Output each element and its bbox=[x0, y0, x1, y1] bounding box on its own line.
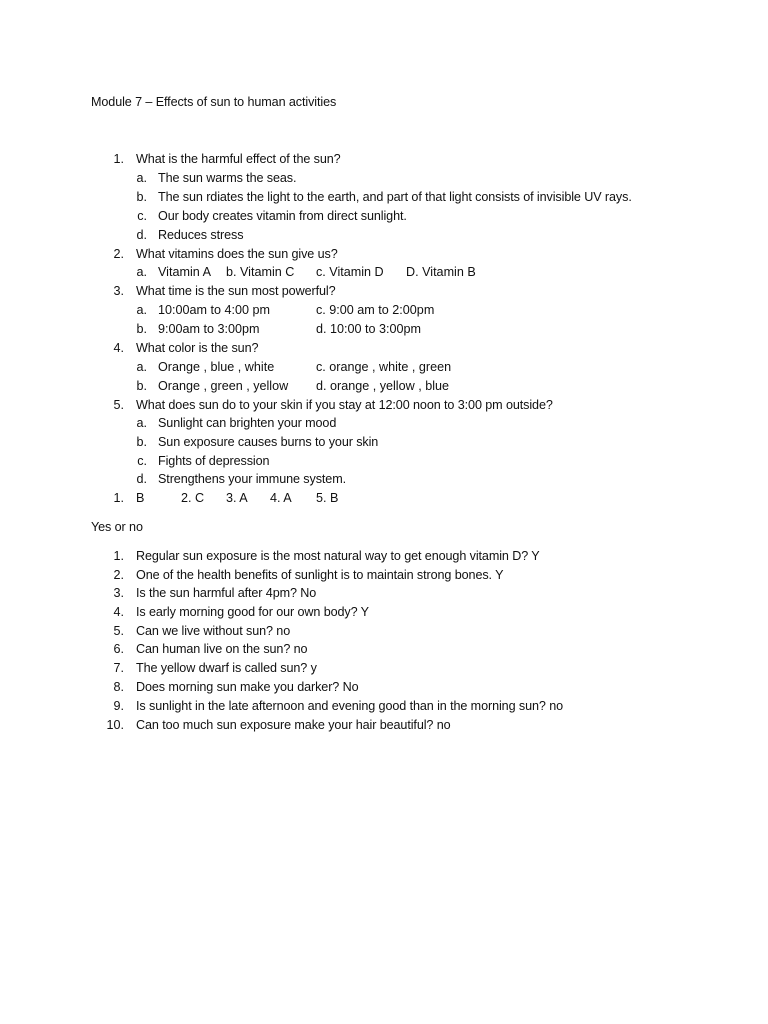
question-text: What time is the sun most powerful? bbox=[136, 284, 336, 298]
list-item: Is the sun harmful after 4pm? No bbox=[136, 586, 317, 600]
option-letter: b. bbox=[136, 435, 147, 449]
option-text: D. Vitamin B bbox=[406, 265, 476, 279]
option-text: d. 10:00 to 3:00pm bbox=[316, 322, 422, 336]
list-item-number: 5. bbox=[113, 624, 124, 638]
option-letter: d. bbox=[136, 228, 147, 242]
list-item-number: 7. bbox=[113, 661, 124, 675]
option-text: Strengthens your immune system. bbox=[158, 472, 346, 486]
option-text: The sun rdiates the light to the earth, and part of that light consists of invisible UV rays. bbox=[158, 190, 632, 204]
list-item-number: 10. bbox=[106, 718, 124, 732]
option-text: 10:00am to 4:00 pm bbox=[158, 303, 271, 317]
answer-key-item: 2. C bbox=[181, 491, 205, 505]
question-text: What does sun do to your skin if you stay at 12:00 noon to 3:00 pm outside? bbox=[136, 398, 553, 412]
question-text: What color is the sun? bbox=[136, 341, 259, 355]
option-letter: d. bbox=[136, 472, 147, 486]
question-text: What is the harmful effect of the sun? bbox=[136, 152, 341, 166]
list-item-number: 3. bbox=[113, 586, 124, 600]
answer-key-item: 3. A bbox=[226, 491, 248, 505]
question-text: What vitamins does the sun give us? bbox=[136, 247, 338, 261]
option-text: Sun exposure causes burns to your skin bbox=[158, 435, 379, 449]
answer-key-item: 4. A bbox=[270, 491, 292, 505]
list-item: Can human live on the sun? no bbox=[136, 642, 308, 656]
list-item-number: 4. bbox=[113, 605, 124, 619]
option-text: c. 9:00 am to 2:00pm bbox=[316, 303, 435, 317]
option-text: Our body creates vitamin from direct sunlight. bbox=[158, 209, 407, 223]
option-text: Sunlight can brighten your mood bbox=[158, 416, 337, 430]
list-item-number: 6. bbox=[113, 642, 124, 656]
option-text: c. orange , white , green bbox=[316, 360, 452, 374]
option-letter: a. bbox=[136, 171, 147, 185]
question-number: 4. bbox=[113, 341, 124, 355]
list-item-number: 9. bbox=[113, 699, 124, 713]
option-text: c. Vitamin D bbox=[316, 265, 384, 279]
option-letter: b. bbox=[136, 379, 147, 393]
option-text: Fights of depression bbox=[158, 454, 270, 468]
question-number: 2. bbox=[113, 247, 124, 261]
list-item: The yellow dwarf is called sun? y bbox=[136, 661, 317, 675]
option-text: d. orange , yellow , blue bbox=[316, 379, 450, 393]
question-number: 3. bbox=[113, 284, 124, 298]
answer-key-item: B bbox=[136, 491, 145, 505]
option-letter: a. bbox=[136, 265, 147, 279]
option-letter: b. bbox=[136, 190, 147, 204]
option-letter: b. bbox=[136, 322, 147, 336]
list-item-number: 8. bbox=[113, 680, 124, 694]
option-text: Vitamin A bbox=[158, 265, 211, 279]
document-title: Module 7 – Effects of sun to human activities bbox=[91, 95, 337, 109]
list-item: Does morning sun make you darker? No bbox=[136, 680, 359, 694]
option-letter: c. bbox=[137, 454, 147, 468]
list-item-number: 1. bbox=[113, 549, 124, 563]
question-number: 5. bbox=[113, 398, 124, 412]
option-text: Orange , blue , white bbox=[158, 360, 275, 374]
option-letter: c. bbox=[137, 209, 147, 223]
option-text: b. Vitamin C bbox=[226, 265, 295, 279]
option-letter: a. bbox=[136, 303, 147, 317]
option-letter: a. bbox=[136, 360, 147, 374]
list-item: Can too much sun exposure make your hair beautiful? no bbox=[136, 718, 451, 732]
question-number: 1. bbox=[113, 152, 124, 166]
list-item: One of the health benefits of sunlight is to maintain strong bones. Y bbox=[136, 568, 504, 582]
option-text: Orange , green , yellow bbox=[158, 379, 289, 393]
list-item-number: 2. bbox=[113, 568, 124, 582]
list-item: Can we live without sun? no bbox=[136, 624, 291, 638]
list-item: Regular sun exposure is the most natural way to get enough vitamin D? Y bbox=[136, 549, 540, 563]
option-letter: a. bbox=[136, 416, 147, 430]
option-text: The sun warms the seas. bbox=[158, 171, 297, 185]
option-text: Reduces stress bbox=[158, 228, 244, 242]
section-heading: Yes or no bbox=[91, 520, 143, 534]
list-item: Is sunlight in the late afternoon and evening good than in the morning sun? no bbox=[136, 699, 563, 713]
list-item: Is early morning good for our own body? Y bbox=[136, 605, 369, 619]
option-text: 9:00am to 3:00pm bbox=[158, 322, 260, 336]
answer-key-item: 5. B bbox=[316, 491, 339, 505]
answer-key-number: 1. bbox=[113, 491, 124, 505]
